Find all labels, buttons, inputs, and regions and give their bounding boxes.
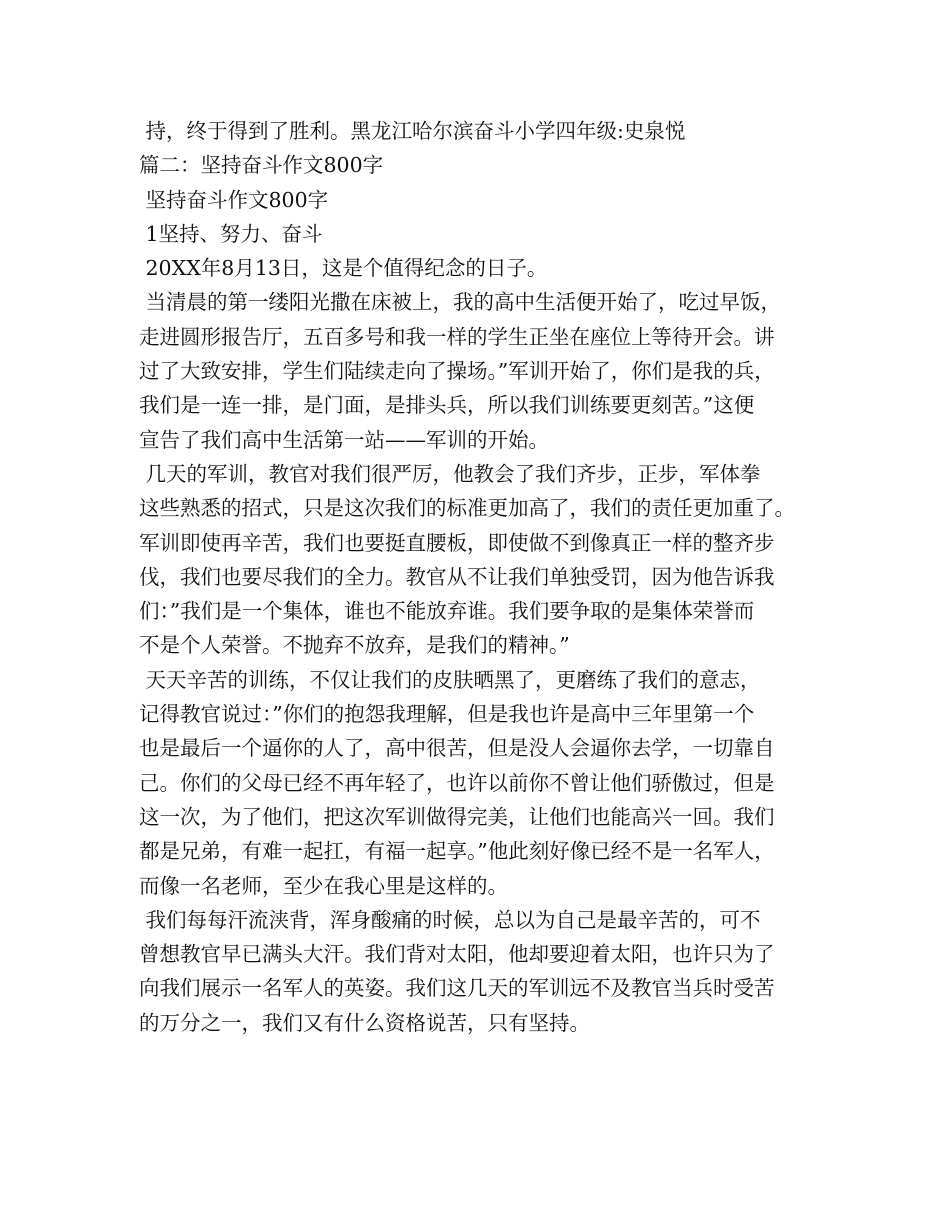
- text-line: 曾想教官早已满头大汗。我们背对太阳，他却要迎着太阳，也许只为了: [139, 942, 775, 967]
- text-line: 宣告了我们高中生活第一站——军训的开始。: [139, 427, 549, 452]
- text-line: 向我们展示一名军人的英姿。我们这几天的军训远不及教官当兵时受苦: [139, 976, 775, 1001]
- text-line: 军训即使再辛苦，我们也要挺直腰板，即使做不到像真正一样的整齐步: [139, 530, 775, 555]
- text-line: 不是个人荣誉。不抛弃不放弃，是我们的精神。”: [139, 633, 570, 658]
- text-line: 的万分之一，我们又有什么资格说苦，只有坚持。: [139, 1010, 590, 1035]
- text-line: 伐，我们也要尽我们的全力。教官从不让我们单独受罚，因为他告诉我: [139, 564, 775, 589]
- text-line: 这些熟悉的招式，只是这次我们的标准更加高了，我们的责任更加重了。: [139, 496, 795, 521]
- text-line: 们：”我们是一个集体，谁也不能放弃谁。我们要争取的是集体荣誉而: [139, 599, 755, 624]
- article-body: [139, 114, 829, 1040]
- text-line: 天天辛苦的训练，不仅让我们的皮肤晒黑了，更磨练了我们的意志，: [139, 667, 761, 692]
- text-line: 我们每每汗流浃背，浑身酸痛的时候，总以为自己是最辛苦的，可不: [139, 907, 761, 932]
- text-line: 这一次，为了他们，把这次军训做得完美，让他们也能高兴一回。我们: [139, 804, 775, 829]
- section-heading: 篇二：坚持奋斗作文800字: [139, 153, 384, 178]
- text-line: 当清晨的第一缕阳光撒在床被上，我的高中生活便开始了，吃过早饭，: [139, 290, 782, 315]
- text-line: 己。你们的父母已经不再年轻了，也许以前你不曾让他们骄傲过，但是: [139, 770, 775, 795]
- text-line: 我们是一连一排，是门面，是排头兵，所以我们训练要更刻苦。”这便: [139, 393, 755, 418]
- article-subtitle: 1坚持、努力、奋斗: [139, 221, 323, 246]
- text-line: 记得教官说过：”你们的抱怨我理解，但是我也许是高中三年里第一个: [139, 702, 755, 727]
- text-line: 几天的军训，教官对我们很严厉，他教会了我们齐步，正步，军体拳: [139, 461, 761, 486]
- text-line: 而像一名老师，至少在我心里是这样的。: [139, 873, 508, 898]
- text-line: 都是兄弟，有难一起扛，有福一起享。”他此刻好像已经不是一名军人，: [139, 839, 775, 864]
- text-line: 过了大致安排，学生们陆续走向了操场。”军训开始了，你们是我的兵，: [139, 359, 775, 384]
- text-line: 20XX年8月13日，这是个值得纪念的日子。: [139, 256, 548, 281]
- article-title: 坚持奋斗作文800字: [139, 187, 329, 212]
- text-line: 持，终于得到了胜利。黑龙江哈尔滨奋斗小学四年级:史泉悦: [139, 119, 686, 143]
- text-line: 也是最后一个逼你的人了，高中很苦，但是没人会逼你去学，一切靠自: [139, 736, 775, 761]
- text-line: 走进圆形报告厅，五百多号和我一样的学生正坐在座位上等待开会。讲: [139, 324, 775, 349]
